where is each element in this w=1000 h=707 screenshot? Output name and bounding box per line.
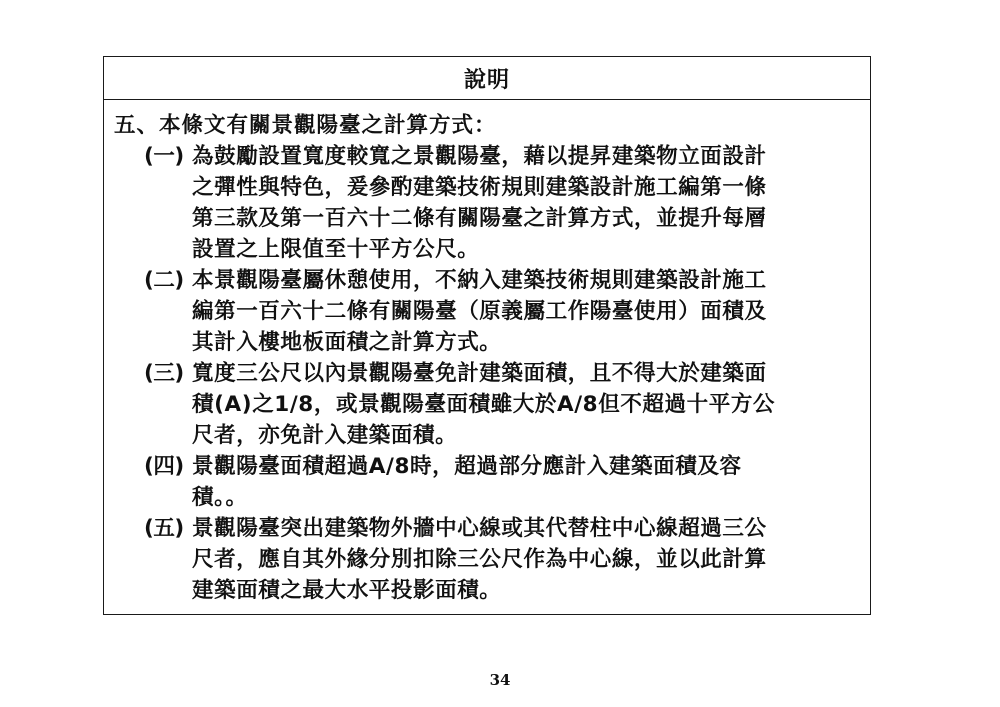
text-line: 為鼓勵設置寬度較寬之景觀陽臺，藉以提昇建築物立面設計 [192,144,767,169]
explanation-table [103,56,871,615]
item-text [192,513,864,606]
text-line: 寬度三公尺以內景觀陽臺免計建築面積，且不得大於建築面 [192,361,767,386]
section-heading: 五、本條文有關景觀陽臺之計算方式： [114,113,497,138]
item-label: (五) [144,516,184,541]
text-line: 積(A)之1/8，或景觀陽臺面積雖大於A/8但不超過十平方公 [192,392,776,417]
list-item-1 [112,141,864,265]
text-line: 設置之上限值至十平方公尺。 [192,237,480,262]
list-item-4 [112,451,864,513]
text-line: 建築面積之最大水平投影面積。 [192,578,502,603]
item-text [192,451,864,513]
text-line: 第三款及第一百六十二條有關陽臺之計算方式，並提升每層 [192,206,767,231]
table-body [104,100,870,606]
item-text [192,141,864,265]
table-header: 說明 [104,57,870,100]
item-text [192,358,864,451]
item-label: (二) [144,268,184,293]
text-line: 景觀陽臺突出建築物外牆中心線或其代替柱中心線超過三公 [192,516,767,541]
list-item-2 [112,265,864,358]
list-item-3 [112,358,864,451]
text-line: 之彈性與特色，爰參酌建築技術規則建築設計施工編第一條 [192,175,767,200]
list-item-5 [112,513,864,606]
item-text [192,265,864,358]
item-label: (一) [144,144,184,169]
text-line: 編第一百六十二條有關陽臺（原義屬工作陽臺使用）面積及 [192,299,767,324]
page-number: 34 [489,671,511,689]
item-label: (三) [144,361,184,386]
text-line: 積。。 [192,485,248,510]
item-label: (四) [144,454,184,479]
text-line: 本景觀陽臺屬休憩使用，不納入建築技術規則建築設計施工 [192,268,767,293]
text-line: 尺者，亦免計入建築面積。 [192,423,458,448]
text-line: 景觀陽臺面積超過A/8時，超過部分應計入建築面積及容 [192,454,742,479]
text-line: 其計入樓地板面積之計算方式。 [192,330,502,355]
text-line: 尺者，應自其外緣分別扣除三公尺作為中心線，並以此計算 [192,547,767,572]
